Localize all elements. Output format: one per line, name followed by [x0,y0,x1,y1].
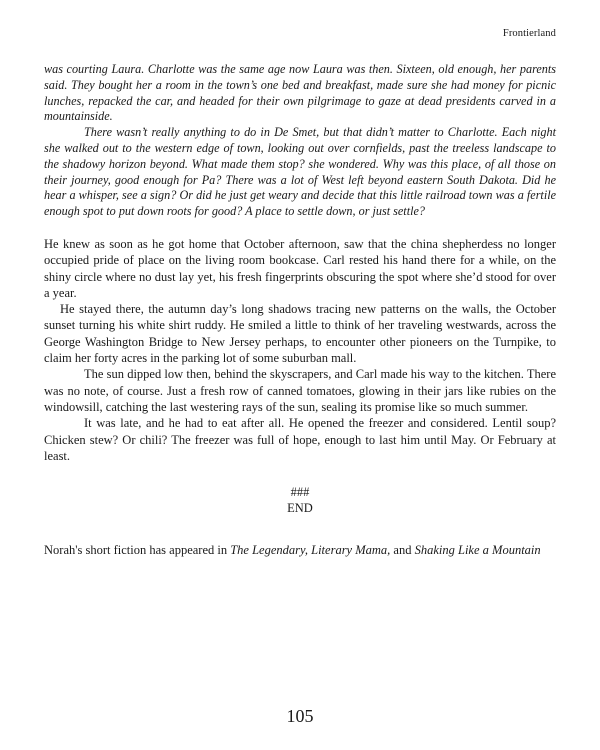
section-separator: ### [290,485,310,500]
bio-lead: Norah's short fiction has appeared in [44,543,231,558]
body-paragraph-4: It was late, and he had to eat after all. He opened the freezer and considered. Lentil soup? Chicken stew? Or chili? The freezer was full of hope, enough to last him until May. Or February at least. [44,416,556,463]
running-title: Frontierland [502,28,556,39]
page-number: 105 [286,706,314,726]
body-paragraph-1: He knew as soon as he got home that October afternoon, saw that the china shepherdess no longer occupied pride of place on the living room bookcase. Carl rested his hand there for a while, on the shiny circle where no dust lay yet, his fresh fingerprints obscuring the spot where she’d stood for over a year. [44,236,556,300]
italic-passage [44,62,556,220]
end-label: END [287,501,313,516]
bio-connector: and [390,543,415,558]
body-paragraph-3: The sun dipped low then, behind the skyscrapers, and Carl made his way to the kitchen. There was no note, of course. Just a fresh row of canned tomatoes, glowing in their jars like rubies on the windowsill, catching the last westering rays of the sun, sealing its promise like so much summer. [44,367,556,414]
italic-paragraph-2: There wasn’t really anything to do in De Smet, but that didn’t matter to Charlotte. Each night she walked out to the western edge of town, looking out over cornfields, past the treeless landscape to the shadowy horizon beyond. What made them stop? she wondered. Why was this place, of all those on their journey, good enough for Pa? There was a lot of West left beyond eastern South Dakota. Did he hear a whisper, see a sign? Or did he just get weary and decide that this little railroad town was a fertile enough spot to put down roots for good? A place to settle down, or just settle? [44,125,556,219]
bio-publication-1: The Legendary, Literary Mama, [230,543,391,558]
bio-publication-2: Shaking Like a Mountain [414,543,541,558]
story-ending [44,484,556,516]
page-content [44,62,556,558]
author-bio [44,542,556,558]
body-text [44,236,556,464]
italic-paragraph-1: was courting Laura. Charlotte was the same age now Laura was then. Sixteen, old enough, her parents said. They bought her a room in the town’s one bed and breakfast, made sure she had money for picnic lunches, repacked the car, and headed for their own pilgrimage to gaze at dead presidents carved in a mountainside. [44,62,556,124]
body-paragraph-2: He stayed there, the autumn day’s long shadows tracing new patterns on the walls, the October sunset turning his white shirt ruddy. He smiled a little to think of her traveling westwards, across the George Washington Bridge to New Jersey perhaps, to encounter other pioneers on the Turnpike, to claim her forty acres in the parking lot of some suburban mall. [44,302,556,366]
